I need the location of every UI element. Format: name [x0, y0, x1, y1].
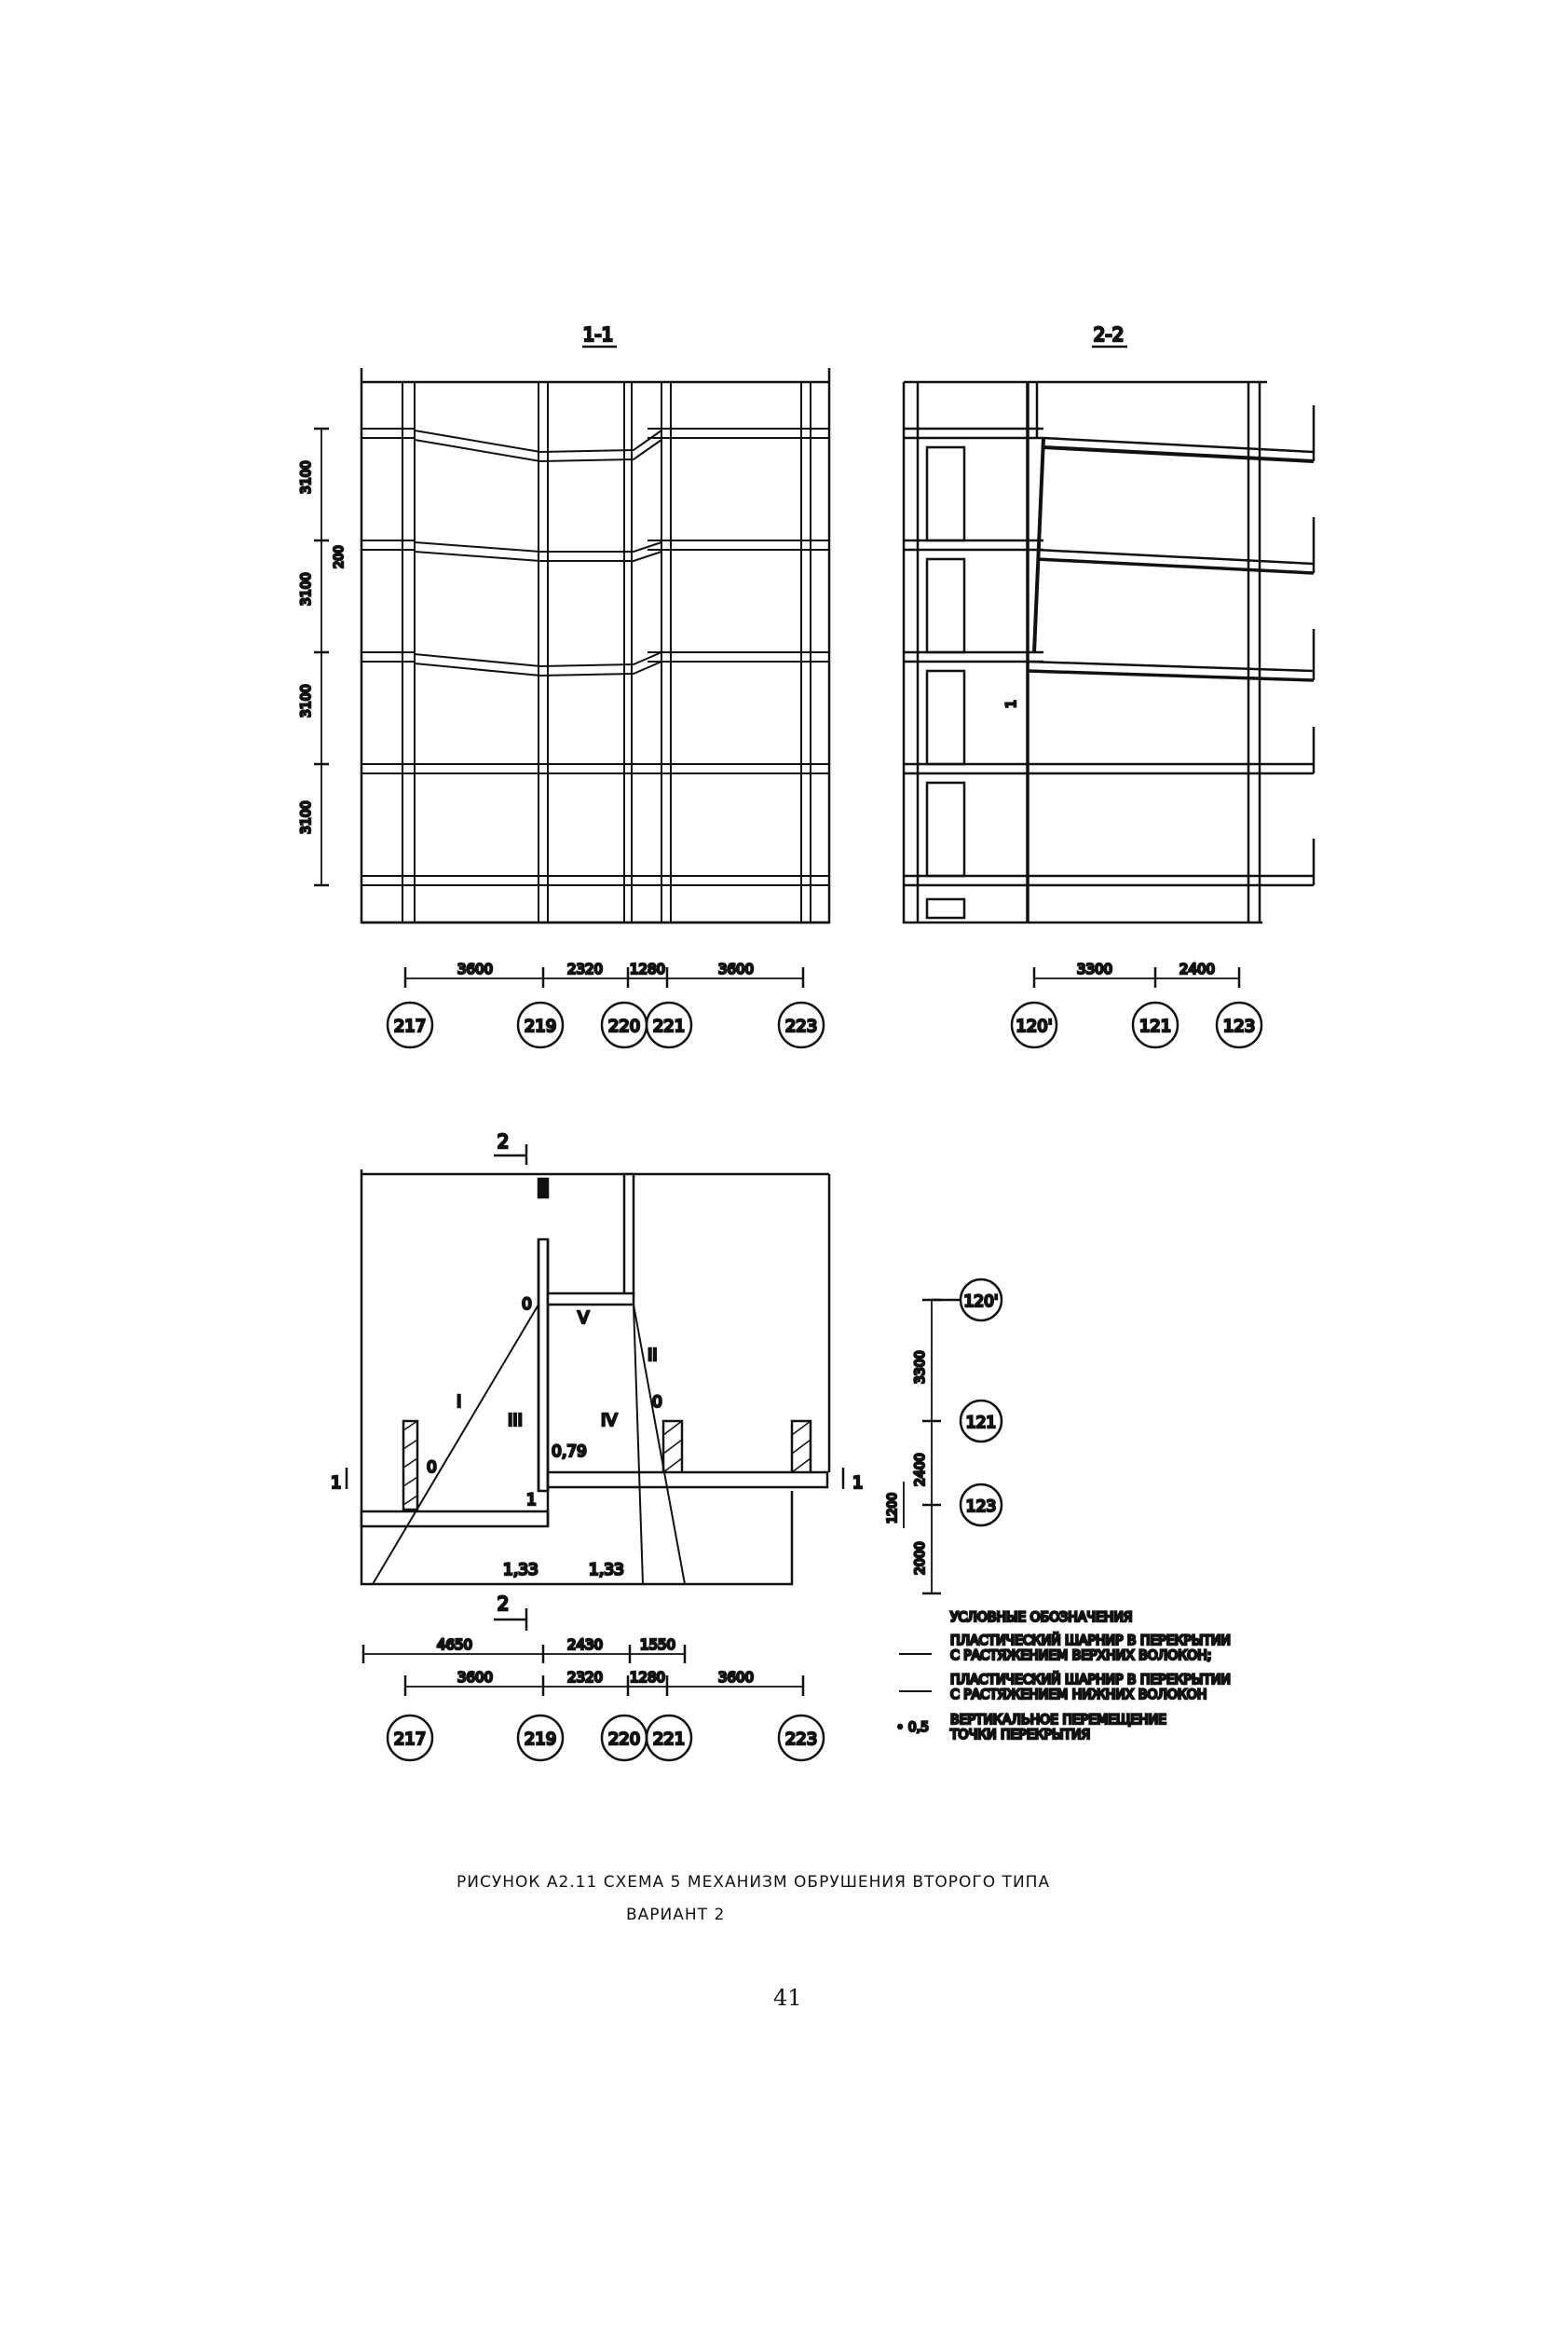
right-dim-2: 2400 [913, 1453, 928, 1486]
axis-121: 121 [1139, 1017, 1172, 1036]
top-dim-3: 1550 [639, 1636, 676, 1653]
plan-span-1: 3600 [457, 1669, 494, 1686]
plan-span-2: 2320 [566, 1669, 604, 1686]
value-133-b: 1,33 [589, 1561, 624, 1579]
zone-V: V [578, 1308, 590, 1328]
zone-I: I [457, 1392, 462, 1412]
plan-axis-220: 220 [607, 1729, 641, 1749]
cut-label-1-right: 1 [852, 1473, 864, 1493]
axis-221: 221 [652, 1017, 686, 1036]
deflection-label: 1 [1004, 700, 1019, 708]
legend [896, 1610, 1231, 1743]
top-dim-1: 4650 [436, 1636, 473, 1653]
floor-plan [331, 1130, 1002, 1760]
height-label-2: 3100 [299, 572, 314, 606]
legend-title: УСЛОВНЫЕ ОБОЗНАЧЕНИЯ [950, 1610, 1133, 1625]
page-number: 41 [773, 1985, 802, 2011]
plan-axis-223: 223 [784, 1729, 818, 1749]
plan-axis-219: 219 [524, 1729, 557, 1749]
top-dim-2: 2430 [566, 1636, 604, 1653]
zone-IV: IV [601, 1411, 618, 1430]
figure-caption-line1: РИСУНОК А2.11 СХЕМА 5 МЕХАНИЗМ ОБРУШЕНИЯ ВТОРОГО ТИПА [457, 1873, 1051, 1892]
height-label-4: 3100 [299, 800, 314, 834]
right-axis-120: 120' [963, 1292, 999, 1311]
section-1-1 [299, 323, 829, 1047]
span-label-4: 3600 [717, 961, 755, 977]
legend-item2-line1: ПЛАСТИЧЕСКИЙ ШАРНИР В ПЕРЕКРЫТИИ [950, 1673, 1231, 1688]
cut-label-2-bottom: 2 [497, 1592, 510, 1615]
legend-item3-line2: ТОЧКИ ПЕРЕКРЫТИЯ [950, 1728, 1091, 1743]
legend-item3-symbol: • 0,5 [896, 1720, 929, 1735]
height-label-1: 3100 [299, 460, 314, 494]
plan-axis-217: 217 [393, 1729, 427, 1749]
legend-item2-line2: С РАСТЯЖЕНИЕМ НИЖНИХ ВОЛОКОН [950, 1688, 1207, 1702]
cut-label-1-left: 1 [331, 1473, 342, 1493]
right-dim-4: 2000 [913, 1541, 928, 1575]
zone-II: II [648, 1346, 658, 1365]
section-1-title: 1-1 [582, 323, 614, 346]
value-079: 0,79 [552, 1442, 587, 1461]
plan-span-3: 1280 [629, 1669, 666, 1686]
axis-219: 219 [524, 1017, 557, 1036]
value-1: 1 [526, 1491, 537, 1510]
plan-axis-221: 221 [652, 1729, 686, 1749]
legend-item1-line2: С РАСТЯЖЕНИЕМ ВЕРХНИХ ВОЛОКОН; [950, 1648, 1212, 1663]
axis-220: 220 [607, 1017, 641, 1036]
legend-item3-line1: ВЕРТИКАЛЬНОЕ ПЕРЕМЕЩЕНИЕ [950, 1713, 1166, 1728]
span-label-2: 2320 [566, 961, 604, 977]
value-0-c: 0 [652, 1393, 662, 1412]
value-0-b: 0 [427, 1458, 437, 1477]
span2-label-1: 3300 [1076, 961, 1113, 977]
zone-III: III [508, 1411, 523, 1430]
cut-label-2-top: 2 [497, 1130, 510, 1153]
height-label-3: 3100 [299, 684, 314, 718]
right-axis-123: 123 [965, 1497, 997, 1516]
right-axis-121: 121 [965, 1414, 997, 1432]
axis-123: 123 [1222, 1017, 1256, 1036]
axis-217: 217 [393, 1017, 427, 1036]
plan-span-4: 3600 [717, 1669, 755, 1686]
legend-item1-line1: ПЛАСТИЧЕСКИЙ ШАРНИР В ПЕРЕКРЫТИИ [950, 1633, 1231, 1648]
axis-223: 223 [784, 1017, 818, 1036]
value-133-a: 1,33 [503, 1561, 539, 1579]
section-2-2 [904, 323, 1314, 1047]
slab-thickness-label: 200 [333, 545, 347, 568]
section-2-title: 2-2 [1093, 323, 1125, 346]
figure-caption-line2: ВАРИАНТ 2 [626, 1906, 726, 1924]
right-dim-1: 3300 [913, 1350, 928, 1384]
span-label-1: 3600 [457, 961, 494, 977]
axis-120: 120' [1016, 1017, 1053, 1036]
value-0-a: 0 [522, 1295, 532, 1314]
span-label-3: 1280 [629, 961, 666, 977]
span2-label-2: 2400 [1179, 961, 1216, 977]
right-dim-3: 1200 [886, 1492, 900, 1524]
